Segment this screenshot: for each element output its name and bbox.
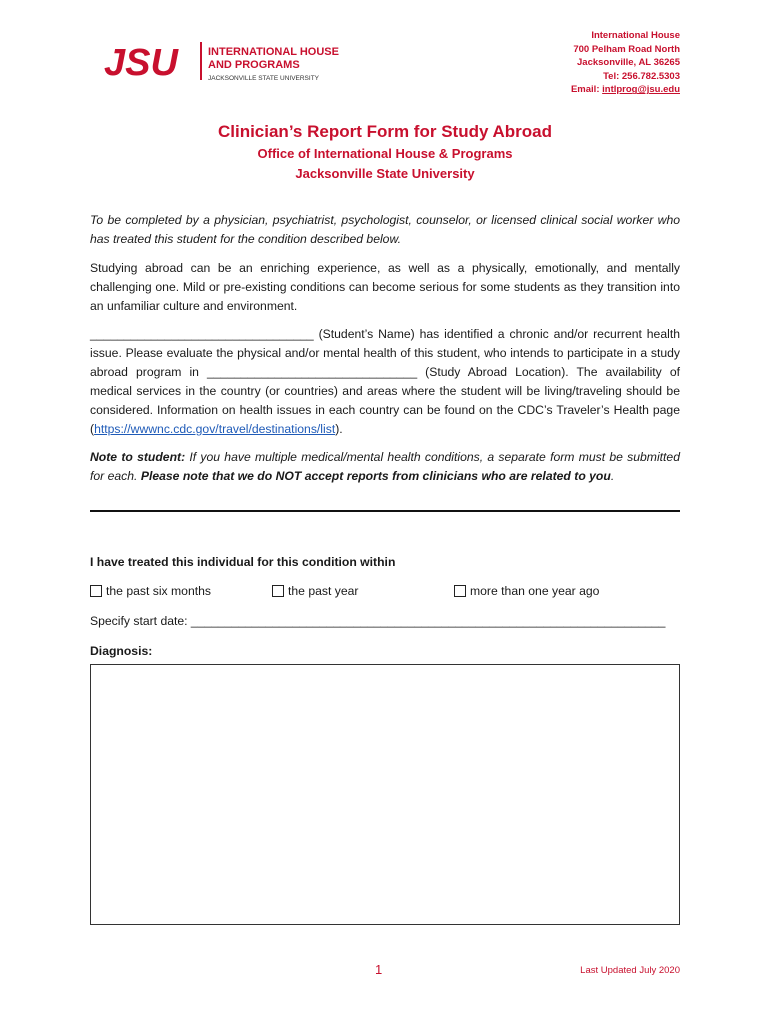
- paragraph-2: [90, 325, 680, 439]
- diagnosis-label: Diagnosis:: [90, 644, 153, 658]
- treated-label: I have treated this individual for this condition within: [90, 555, 396, 569]
- paragraph-2-end: ).: [335, 422, 343, 436]
- diagnosis-textbox[interactable]: [90, 664, 680, 925]
- checkbox[interactable]: [454, 585, 466, 597]
- note-bold: Please note that we do NOT accept reports from clinicians who are related to you: [140, 469, 611, 483]
- last-updated: Last Updated July 2020: [580, 965, 680, 976]
- note-paragraph: [90, 448, 680, 486]
- option-label: the past year: [288, 584, 359, 598]
- contact-street: 700 Pelham Road North: [573, 43, 680, 55]
- option-six-months[interactable]: [90, 584, 211, 598]
- contact-email-link[interactable]: intlprog@jsu.edu: [602, 84, 680, 96]
- contact-org: International House: [591, 30, 680, 41]
- note-end: .: [610, 469, 615, 483]
- contact-email-row: [571, 83, 680, 97]
- jsu-logo: [104, 40, 344, 84]
- logo-mark: JSU: [104, 42, 178, 84]
- start-date-field[interactable]: Specify start date: ______________________________________________________________________: [90, 614, 666, 628]
- university-subtitle: Jacksonville State University: [295, 166, 475, 181]
- checkbox[interactable]: [90, 585, 102, 597]
- logo-line3: JACKSONVILLE STATE UNIVERSITY: [208, 75, 320, 82]
- note-label: Note to student:: [90, 450, 186, 464]
- office-subtitle: Office of International House & Programs: [257, 146, 513, 161]
- section-divider: [90, 510, 680, 512]
- contact-block: [571, 29, 680, 97]
- contact-tel: Tel: 256.782.5303: [603, 70, 680, 82]
- page-number: 1: [375, 962, 383, 977]
- option-past-year[interactable]: [272, 584, 358, 598]
- contact-city: Jacksonville, AL 36265: [577, 57, 680, 69]
- cdc-link[interactable]: https://wwwnc.cdc.gov/travel/destinations/list: [94, 422, 336, 436]
- checkbox[interactable]: [272, 585, 284, 597]
- note-text: If you have multiple medical/mental health conditions, a separate form must be submitted for each.: [90, 450, 680, 483]
- paragraph-2-text: _________________________________ (Student’s Name) has identified a chronic and/or recurrent health issue. Please evaluate the physical and/or mental health of this student, who intends to participate in a study abroad program in _______________________________ (Study Abroad Location). The availability of medical services in the country (or countries) and areas where the student will be living/traveling should be considered. Information on health issues in each country can be found on the CDC’s Traveler’s Health page (: [90, 327, 680, 436]
- intro-paragraph: To be completed by a physician, psychiatrist, psychologist, counselor, or licensed clinical social worker who has treated this student for the condition described below.: [90, 213, 680, 246]
- option-more-than-year[interactable]: [454, 584, 599, 598]
- logo-line2: AND PROGRAMS: [208, 59, 300, 71]
- contact-email-label: Email:: [570, 84, 600, 96]
- page-title: Clinician’s Report Form for Study Abroad: [217, 122, 553, 141]
- paragraph-1: Studying abroad can be an enriching experience, as well as a physically, emotionally, and mentally challenging one. Mild or pre-existing conditions can become serious for some students as they transition into an unfamiliar culture and environment.: [90, 261, 680, 313]
- option-label: more than one year ago: [470, 584, 600, 598]
- logo-line1: INTERNATIONAL HOUSE: [208, 46, 339, 58]
- jsu-logo-graphic: [104, 40, 344, 84]
- option-label: the past six months: [106, 584, 211, 598]
